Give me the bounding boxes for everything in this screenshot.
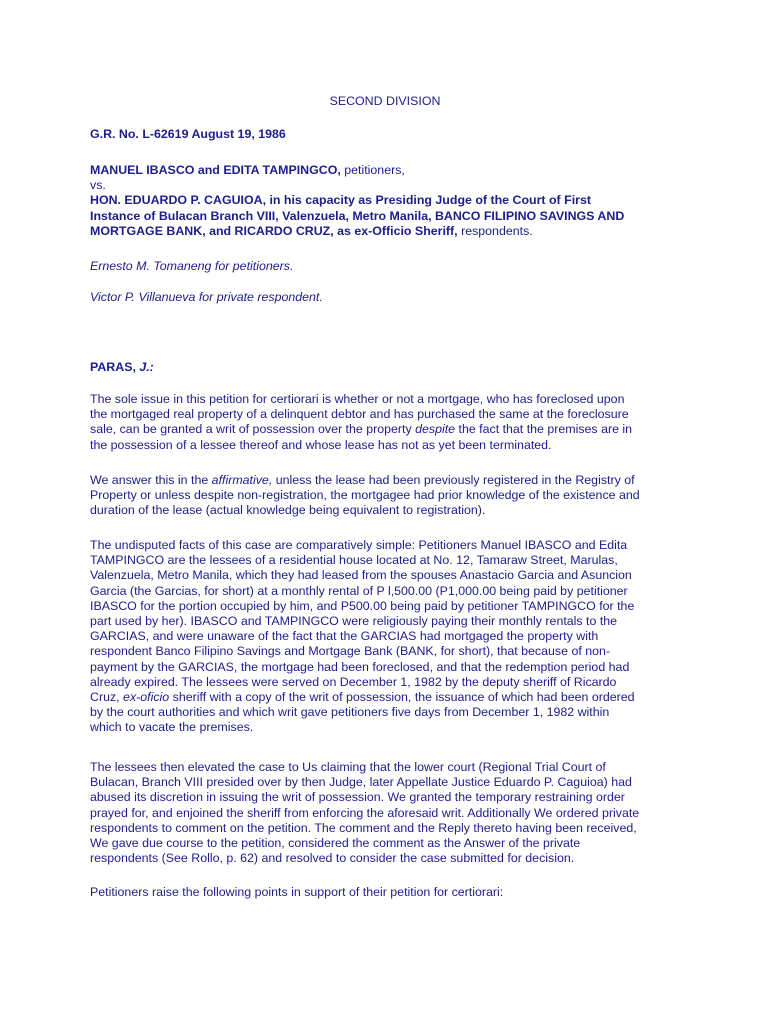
text-span: unless the lease had been previously registered in the Registry of (272, 473, 635, 487)
text-line: Bulacan, Branch VIII presided over by then Judge, later Appellate Justice Eduardo P. Caguioa) had (90, 775, 632, 790)
text-line: The lessees then elevated the case to Us claiming that the lower court (Regional Trial Court of (90, 760, 606, 774)
case-number: G.R. No. L-62619 August 19, 1986 (90, 127, 286, 141)
text-line: abused its discretion in issuing the writ of possession. We granted the temporary restraining order (90, 790, 625, 805)
text-line: The sole issue in this petition for certiorari is whether or not a mortgage, who has foreclosed upon (90, 392, 625, 406)
text-span: sheriff with a copy of the writ of possession, the issuance of which had been ordered (169, 690, 635, 705)
text-span: sale, can be granted a writ of possession over the property (90, 422, 416, 437)
text-line: Property or unless despite non-registration, the mortgagee had prior knowledge of the existence and (90, 488, 640, 503)
case-parties (90, 163, 624, 239)
paragraph (90, 760, 639, 866)
text-line: part used by her). IBASCO and TAMPINGCO were religiously paying their monthly rentals to the (90, 614, 618, 629)
text-line (90, 473, 640, 488)
text-span: We answer this in the (90, 473, 212, 487)
respondents-line: Instance of Bulacan Branch VIII, Valenzuela, Metro Manila, BANCO FILIPINO SAVINGS AND (90, 208, 625, 223)
text-line: by the court authorities and which writ gave petitioners five days from December 1, 1982 within (90, 705, 610, 720)
text-line: Valenzuela, Metro Manila, which they had leased from the spouses Anastacio Garcia and Asuncion (90, 568, 632, 583)
counsel-petitioners: Ernesto M. Tomaneng for petitioners. (90, 259, 294, 273)
text-line: already expired. The lessees were served on December 1, 1982 by the deputy sheriff of Ricardo (90, 674, 617, 689)
versus-label: vs. (90, 178, 106, 193)
emphasis: affirmative, (211, 473, 273, 487)
paragraph (90, 538, 635, 736)
division-heading: SECOND DIVISION (329, 94, 441, 108)
counsel-respondent: Victor P. Villanueva for private respondent. (90, 290, 323, 304)
text-line: Garcia (the Garcias, for short) at a monthly rental of P l,500.00 (P1,000.00 being paid by petitioner (90, 583, 628, 598)
ponente-title: J.: (135, 360, 154, 374)
text-line: the mortgaged real property of a delinquent debtor and has purchased the same at the foreclosure (90, 407, 629, 422)
paragraph (90, 885, 503, 900)
text-line: TAMPINGCO are the lessees of a residential house located at No. 12, Tamaraw Street, Marulas, (90, 553, 618, 568)
emphasis: ex-oficio (123, 690, 170, 705)
text-line: duration of the lease (actual knowledge being equivalent to registration). (90, 503, 486, 518)
text-span: the fact that the premises are in (455, 422, 633, 437)
text-line: respondents to comment on the petition. The comment and the Reply thereto having been received, (90, 820, 637, 835)
text-span: Cruz, (90, 690, 124, 705)
ponente-name: PARAS, (90, 360, 136, 374)
text-line: respondents (See Rollo, p. 62) and resolved to consider the case submitted for decision. (90, 851, 575, 866)
text-line: We gave due course to the petition, considered the comment as the Answer of the private (90, 836, 581, 851)
text-line (90, 422, 632, 437)
text-line: Petitioners raise the following points in support of their petition for certiorari: (90, 885, 504, 899)
text-line: which to vacate the premises. (90, 720, 254, 735)
text-line: prayed for, and enjoined the sheriff from enforcing the aforesaid writ. Additionally We ordered private (90, 805, 640, 820)
paragraph (90, 392, 632, 453)
text-line: payment by the GARCIAS, the mortgage had been foreclosed, and that the redemption period had (90, 659, 630, 674)
respondents-line: MORTGAGE BANK, and RICARDO CRUZ, as ex-Officio Sheriff, (90, 223, 458, 238)
petitioners-role: petitioners, (340, 163, 405, 177)
text-line (90, 690, 635, 705)
respondents-role: respondents. (457, 223, 533, 238)
text-line: the possession of a lessee thereof and whose lease has not as yet been terminated. (90, 437, 552, 452)
text-line: IBASCO for the portion occupied by him, and P500.00 being paid by petitioner TAMPINGCO for the (90, 598, 635, 613)
text-line: GARCIAS, and were unaware of the fact that the GARCIAS had mortgaged the property with (90, 629, 599, 644)
text-line: The undisputed facts of this case are comparatively simple: Petitioners Manuel IBASCO and Edita (90, 538, 628, 552)
ponente (90, 360, 154, 375)
respondents-line: HON. EDUARDO P. CAGUIOA, in his capacity as Presiding Judge of the Court of First (90, 193, 591, 208)
text-line: respondent Banco Filipino Savings and Mortgage Bank (BANK, for short), that because of non- (90, 644, 611, 659)
paragraph (90, 473, 640, 519)
petitioners-names: MANUEL IBASCO and EDITA TAMPINGCO, (90, 163, 341, 177)
emphasis: despite (415, 422, 456, 437)
